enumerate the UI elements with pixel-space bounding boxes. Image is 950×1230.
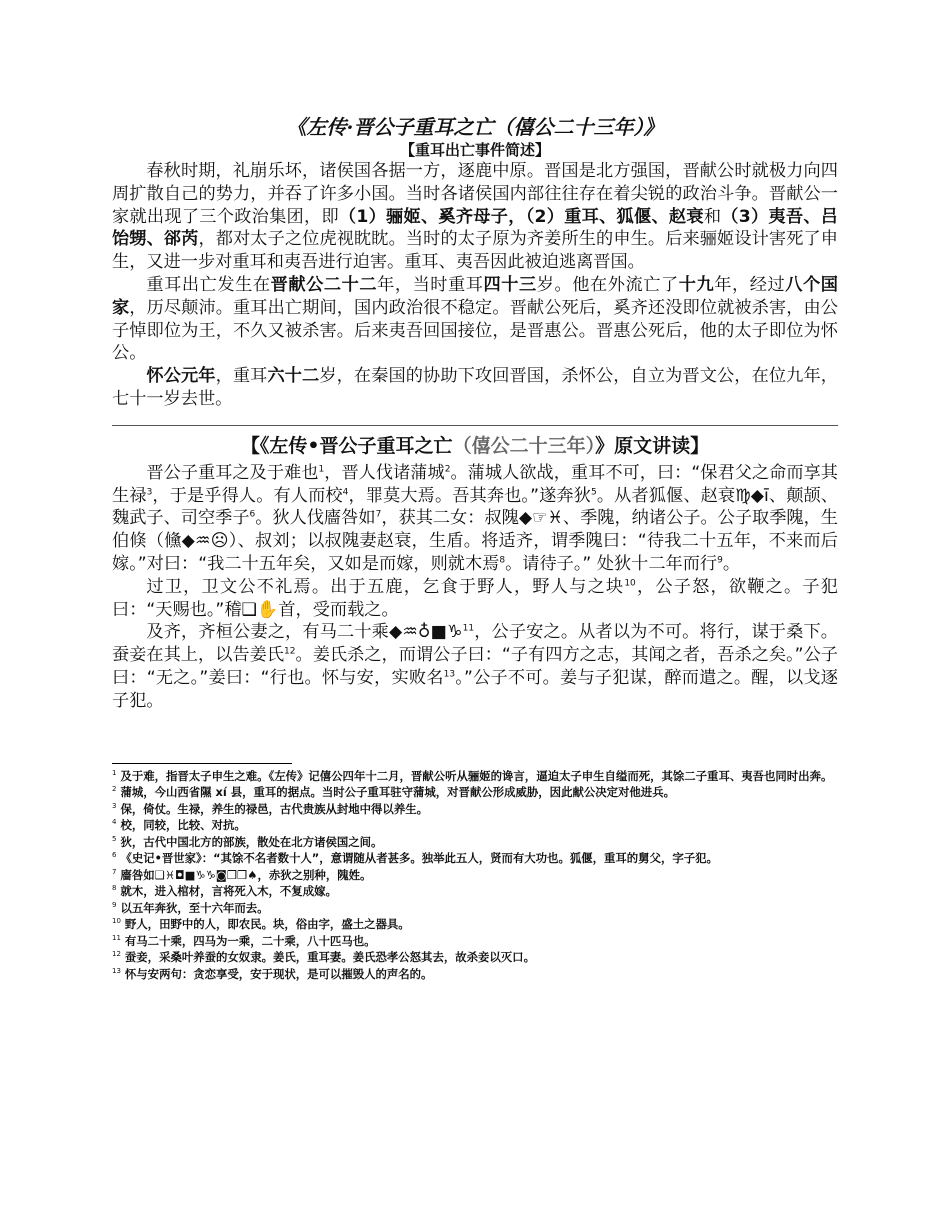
footnote-ref[interactable]: 4	[342, 486, 349, 497]
text-paragraph-1: 晋公子重耳之及于难也$^1$，晋人伐诸蒲城$^2$。蒲城人欲战，重耳不可，曰：“保君父之命而享其生禄$^3$，于是乎得人。有人而校$^4$，罪莫大焉。吾其奔也。”遂奔狄$^5$。从者狐偃、赵衰♍◆ī、颠颉、魏武子、司空季子$^6$。狄人伐廧咎如$^7$，获其二女：叔隗◆☞♓、季隗，纳诸公子。公子取季隗，生伯倏（儵◆♒☹）、叔刘；以叔隗妻赵衰，生盾。将适齐，谓季隗曰：“待我二十五年，不来而后嫁。”对曰：“我二十五年矣，又如是而嫁，则就木焉$^8$。请待子。” 处狄十二年而行$^9$。	[112, 462, 838, 574]
footnote-ref[interactable]: 2	[444, 464, 451, 475]
footnote-item: $^9$ 以五年奔狄，至十六年而去。	[112, 900, 269, 915]
footnote-item: $^6$ 《史记•晋世家》：“其馀不名者数十人”，意谓随从者甚多。独举此五人，贤而有大功也。狐偃，重耳的舅父，字子犯。	[112, 851, 718, 866]
footnote-item: $^2$ 蒲城，今山西省隰 xí 县，重耳的据点。当时公子重耳驻守蒲城，对晋献公形成威胁，因此献公决定对他进兵。	[112, 785, 675, 800]
text-paragraph-3: 及齐，齐桓公妻之，有马二十乘◆♒♁■♑$^{11}$，公子安之。从者以为不可。将行，谋于桑下。蚕妾在其上，以告姜氏$^{12}$。姜氏杀之，而谓公子曰：“子有四方之志，其闻之者，吾杀之矣。”公子曰：“无之。”姜曰：“行也。怀与安，实败名$^{13}$。”公子不可。姜与子犯谋，醉而遣之。醒，以戈逐子犯。	[112, 622, 838, 711]
text-paragraph-2: 过卫，卫文公不礼焉。出于五鹿，乞食于野人，野人与之块$^{10}$，公子怒，欲鞭之。子犯曰：“天赐也。”稽❑✋首，受而载之。	[112, 576, 838, 620]
footnote-item: $^7$ 廧咎如❑♓◘■♑♑◙❒❒♠，赤狄之别种，隗姓。	[112, 867, 372, 882]
document-title: 《左传·晋公子重耳之亡（僖公二十三年）》	[286, 115, 664, 139]
footnote-ref[interactable]: 10	[624, 578, 636, 589]
footnote-item: $^{10}$ 野人，田野中的人，即农民。块，俗由字，盛土之器具。	[112, 917, 410, 932]
document-page	[112, 112, 838, 982]
summary-paragraph-2: 重耳出亡发生在晋献公二十二年，当时重耳四十三岁。他在外流亡了十九年，经过八个国家，历尽颠沛。重耳出亡期间，国内政治很不稳定。晋献公死后，奚齐还没即位就被杀害，由公子悼即位为王，不久又被杀害。后来夷吾回国接位，是晋惠公。晋惠公死后，他的太子即位为怀公。	[112, 274, 838, 364]
footnote-item: $^4$ 校，同较，比较、对抗。	[112, 818, 246, 833]
footnote-item: $^3$ 保，倚仗。生禄，养生的禄邑，古代贵族从封地中得以养生。	[112, 801, 428, 816]
footnote-item: $^1$ 及于难，指晋太子申生之难。《左传》记僖公四年十二月，晋献公听从骊姬的谗言，逼迫太子申生自缢而死，其馀二子重耳、夷吾也同时出奔。	[112, 768, 833, 783]
footnote-item: $^{13}$ 怀与安两句：贪恋享受，安于现状，是可以摧毁人的声名的。	[112, 966, 433, 981]
original-text	[112, 462, 838, 713]
footnote-ref[interactable]: 12	[284, 646, 296, 657]
summary-heading: 【重耳出亡事件简述】	[399, 141, 550, 159]
summary-paragraph-3: 怀公元年，重耳六十二岁，在秦国的协助下攻回晋国，杀怀公，自立为晋文公，在位九年，七十一岁去世。	[112, 366, 838, 409]
footnote-ref[interactable]: 3	[146, 486, 153, 497]
footnote-ref[interactable]: 8	[499, 555, 506, 566]
footnote-item: $^{12}$ 蚕妾，采桑叶养蚕的女奴隶。姜氏，重耳妻。姜氏恐孝公怒其去，故杀妾以灭口。	[112, 950, 535, 965]
footnote-ref[interactable]: 1	[318, 464, 325, 475]
footnotes	[112, 768, 838, 983]
footnote-ref[interactable]: 9	[717, 555, 723, 566]
section-heading: 【《左传•晋公子重耳之亡（僖公二十三年）》原文讲读】	[240, 434, 710, 457]
footnote-ref[interactable]: 5	[591, 486, 597, 497]
footnote-item: $^5$ 狄，古代中国北方的部族，散处在北方诸侯国之间。	[112, 834, 383, 849]
summary-section	[112, 160, 838, 411]
faction-3: （3）夷吾、吕饴甥、郤芮	[112, 206, 838, 250]
footnote-item: $^8$ 就木，进入棺材，言将死入木，不复成嫁。	[112, 884, 337, 899]
section-divider	[112, 425, 838, 426]
footnote-ref[interactable]: 13	[443, 669, 456, 680]
summary-paragraph-1: 春秋时期，礼崩乐坏，诸侯国各据一方，逐鹿中原。晋国是北方强国，晋献公时就极力向四周扩散自己的势力，并吞了许多小国。当时各诸侯国内部往往存在着尖锐的政治斗争。晋献公一家就出现了三个政治集团，即（1）骊姬、奚齐母子，（2）重耳、狐偃、赵衰和（3）夷吾、吕饴甥、郤芮，都对太子之位虎视眈眈。当时的太子原为齐姜所生的申生。后来骊姬设计害死了申生，又进一步对重耳和夷吾进行迫害。重耳、夷吾因此被迫逃离晋国。	[112, 161, 838, 273]
footnote-ref[interactable]: 11	[462, 623, 475, 634]
footnote-ref[interactable]: 6	[249, 509, 256, 520]
footnote-item: $^{11}$ 有马二十乘，四马为一乘，二十乘，八十匹马也。	[112, 933, 376, 948]
footnote-separator	[112, 763, 292, 764]
faction-1-2: （1）骊姬、奚齐母子，（2）重耳、狐偃、赵衰	[338, 206, 704, 227]
footnote-ref[interactable]: 7	[375, 509, 382, 520]
